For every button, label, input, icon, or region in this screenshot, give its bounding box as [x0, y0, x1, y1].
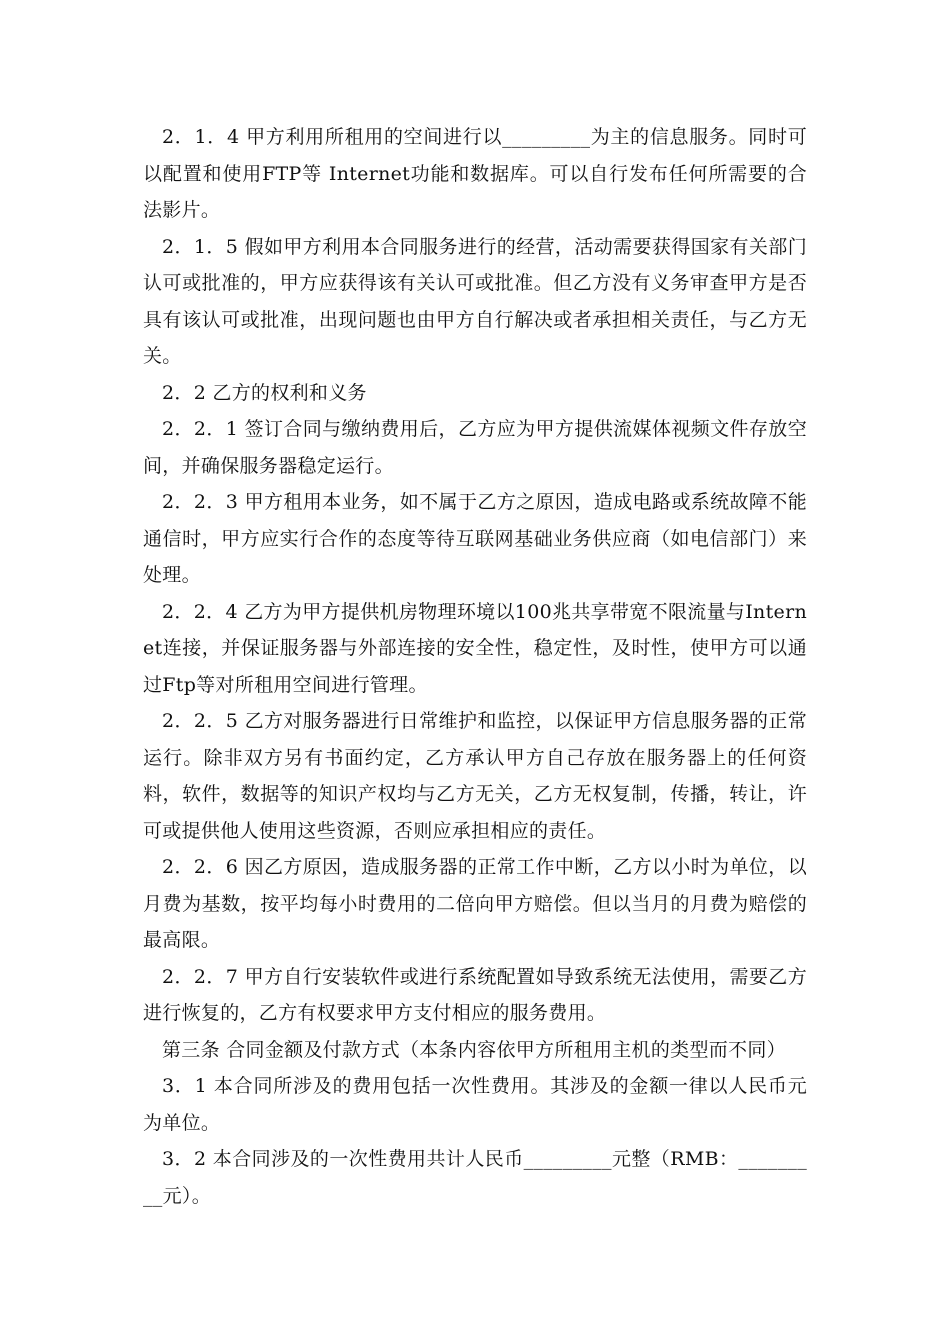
clause-2-2-7: 2．2．7 甲方自行安装软件或进行系统配置如导致系统无法使用，需要乙方进行恢复的，乙方有权要求甲方支付相应的服务费用。	[143, 965, 807, 1024]
article-3-heading: 第三条 合同金额及付款方式（本条内容依甲方所租用主机的类型而不同）	[162, 1038, 786, 1061]
document-body	[143, 119, 807, 1214]
clause-2-1-5: 2．1．5 假如甲方利用本合同服务进行的经营，活动需要获得国家有关部门认可或批准的，甲方应获得该有关认可或批准。但乙方没有义务审查甲方是否具有该认可或批准，出现问题也由甲方自行解决或者承担相关责任，与乙方无关。	[143, 235, 807, 367]
clause-2-2-3: 2．2．3 甲方租用本业务，如不属于乙方之原因，造成电路或系统故障不能通信时，甲方应实行合作的态度等待互联网基础业务供应商（如电信部门）来处理。	[143, 491, 807, 586]
clause-2-2-1: 2．2．1 签订合同与缴纳费用后，乙方应为甲方提供流媒体视频文件存放空间，并确保服务器稳定运行。	[143, 418, 807, 477]
clause-2-1-4: 2．1．4 甲方利用所租用的空间进行以_________为主的信息服务。同时可以配置和使用FTP等 Internet功能和数据库。可以自行发布任何所需要的合法影片。	[143, 126, 807, 221]
clause-2-2-5: 2．2．5 乙方对服务器进行日常维护和监控，以保证甲方信息服务器的正常运行。除非双方另有书面约定，乙方承认甲方自己存放在服务器上的任何资料，软件，数据等的知识产权均与乙方无关，乙方无权复制，传播，转让，许可或提供他人使用这些资源，否则应承担相应的责任。	[143, 710, 807, 842]
clause-3-1: 3．1 本合同所涉及的费用包括一次性费用。其涉及的金额一律以人民币元为单位。	[143, 1075, 807, 1134]
clause-2-2-6: 2．2．6 因乙方原因，造成服务器的正常工作中断，乙方以小时为单位，以月费为基数，按平均每小时费用的二倍向甲方赔偿。但以当月的月费为赔偿的最高限。	[143, 856, 807, 951]
section-heading-2-2: 2．2 乙方的权利和义务	[162, 381, 367, 404]
clause-3-2: 3．2 本合同涉及的一次性费用共计人民币_________元整（RMB：_________元）。	[143, 1148, 807, 1207]
clause-2-2-4: 2．2．4 乙方为甲方提供机房物理环境以100兆共享带宽不限流量与Internet连接，并保证服务器与外部连接的安全性，稳定性，及时性，使甲方可以通过Ftp等对所租用空间进行管理。	[143, 600, 807, 696]
